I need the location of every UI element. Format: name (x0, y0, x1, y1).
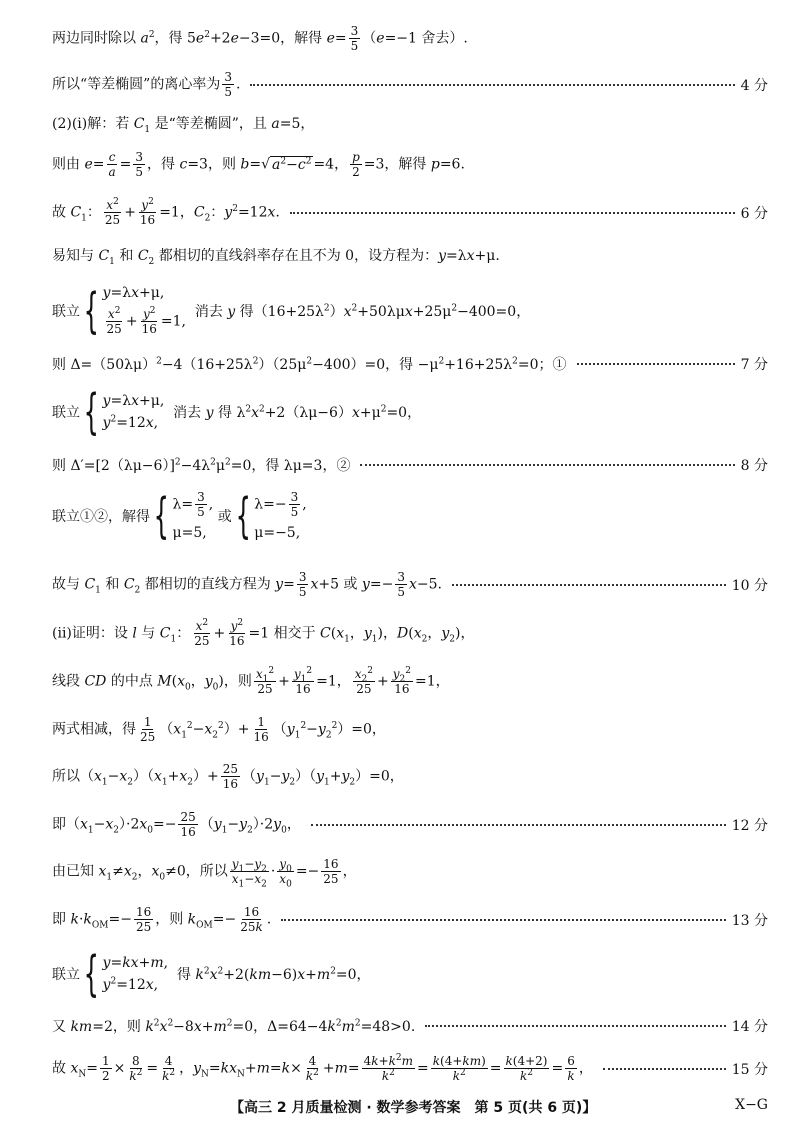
score-label: 14 分 (731, 1019, 768, 1035)
solution-line: 两边同时除以 $a^2$，得 $5e^2+2e-3=0$，解得 e= $\frac{3}{5}$ （e=−1 舍去）. (52, 24, 468, 53)
score-label: 4 分 (740, 77, 768, 94)
score-label: 7 分 (740, 357, 768, 373)
score-label: 8 分 (740, 458, 768, 474)
solution-line: 线段 CD 的中点 $M(x_0$，$y_0$)，则 $\frac{x_1^2}{25}$ + $\frac{y_1^2}{16}$ =1， $\frac{x_2^2}{25}$ + $\frac{y_2^2}{16}$ =1， (52, 666, 450, 696)
solution-line: 联立①②，解得 { λ= $\frac{3}{5}$ , μ=5, 或 { λ=− $\frac{3}{5}$ , μ=−5, (52, 487, 307, 544)
solution-line: 即 $k\cdot k_{OM}=-$ $\frac{16}{25}$ ，则 $k_{OM}=-$ $\frac{16}{25k}$ . 13 分 (52, 905, 768, 934)
solution-line: 联立 { y=kx+m, $y^2=12x$, 得 $k^2x^2+2(km-6)x+m^2=0$， (52, 946, 371, 1002)
solution-line: 联立 { y=λx+μ, $y^2=12x$, 消去 y 得 $\lambda^2x^2+2(\lambda\mu-6)x+\mu^2=0$， (52, 384, 422, 440)
solution-line: (ⅱ)证明：设 l 与 $C_1$： $\frac{x^2}{25}$ + $\frac{y^2}{16}$ =1 相交于 $C(x_1$，$y_1$)，$D(x_2$，$y_2$)， (52, 618, 475, 648)
score-label: 15 分 (731, 1061, 768, 1078)
solution-line: 故 $C_1$： $\frac{x^2}{25}$ + $\frac{y^2}{16}$ =1，$C_2$：$y^2=12x$. 6 分 (52, 197, 768, 227)
score-label: 13 分 (731, 912, 768, 929)
footer-title: 【高三 2 月质量检测 · 数学参考答案 第 5 页(共 6 页)】 (230, 1100, 597, 1116)
solution-line: 故 $x_N=$ $\frac{1}{2}$ × $\frac{8}{k^2}$ = $\frac{4}{k^2}$ ，$y_N=kx_N+m=k\times$ $\frac{4}{k^2}$ +m= $\frac{4k+k^2m}{k^2}$ = $\frac{k(4+km)}{k^2}$ = $\frac{k(4+2)}{k^2}$ = $\frac{6}{k}$ ， 15 分 (52, 1053, 768, 1083)
score-label: 6 分 (740, 205, 768, 222)
score-label: 12 分 (731, 817, 768, 834)
solution-line: 所以$(x_1-x_2)(x_1+x_2)+$ $\frac{25}{16}$ $(y_1-y_2)(y_1+y_2)=0$， (52, 762, 404, 791)
solution-line: 联立 { y=λx+μ, $\frac{x^2}{25}$ + $\frac{y^2}{16}$ =1, 消去 y 得$(16+25\lambda^2)x^2+50\lambda\mu x+25\mu^2-400=0$， (52, 282, 531, 339)
page-footer (0, 1097, 800, 1117)
solution-line: 则 $\Delta=(50\lambda\mu)^2-4(16+25\lambda^2)(25\mu^2-400)=0$，得 $-\mu^2+16+25\lambda^2=0$；① 7 分 (52, 354, 768, 374)
solution-line: 又 km=2，则 $k^2x^2-8x+m^2=0$，$\Delta=64-4k^2m^2=48>0$. 14 分 (52, 1016, 768, 1036)
solution-line: 故与 $C_1$ 和 $C_2$ 都相切的直线方程为 y= $\frac{3}{5}$ x+5 或 y=− $\frac{3}{5}$ x−5. 10 分 (52, 570, 768, 599)
solution-line: 则 $\Delta'=[2(\lambda\mu-6)]^2-4\lambda^2\mu^2=0$，得 λμ=3，② 8 分 (52, 455, 768, 475)
solution-line: 易知与 $C_1$ 和 $C_2$ 都相切的直线斜率存在且不为 0，设方程为：y=λx+μ. (52, 248, 500, 267)
solution-line: 由已知 $x_1\ne x_2$，$x_0\ne 0$，所以 $\frac{y_1-y_2}{x_1-x_2}$ · $\frac{y_0}{x_0}$ =− $\frac{16}{25}$ ， (52, 857, 357, 890)
solution-line: (2)(ⅰ)解：若 $C_1$ 是“等差椭圆”，且 a=5， (52, 116, 315, 135)
solution-line: 两式相减，得 $\frac{1}{25}$ $(x_1^2-x_2^2)+$ $\frac{1}{16}$ $(y_1^2-y_2^2)=0$， (52, 715, 386, 744)
footer-code: X−G (735, 1097, 768, 1113)
solution-line: 所以“等差椭圆”的离心率为 $\frac{3}{5}$ . 4 分 (52, 70, 768, 99)
solution-line: 即$(x_1-x_2)\cdot 2x_0=-$ $\frac{25}{16}$ $(y_1-y_2)\cdot 2y_0$， 12 分 (52, 810, 768, 839)
solution-line: 则由 e= $\frac{c}{a}$ = $\frac{3}{5}$ ，得 c=3，则 b=√ $a^2-c^2 =4$， $\frac{p}{2}$ =3，解得 p=6. (52, 150, 465, 179)
score-label: 10 分 (731, 577, 768, 594)
